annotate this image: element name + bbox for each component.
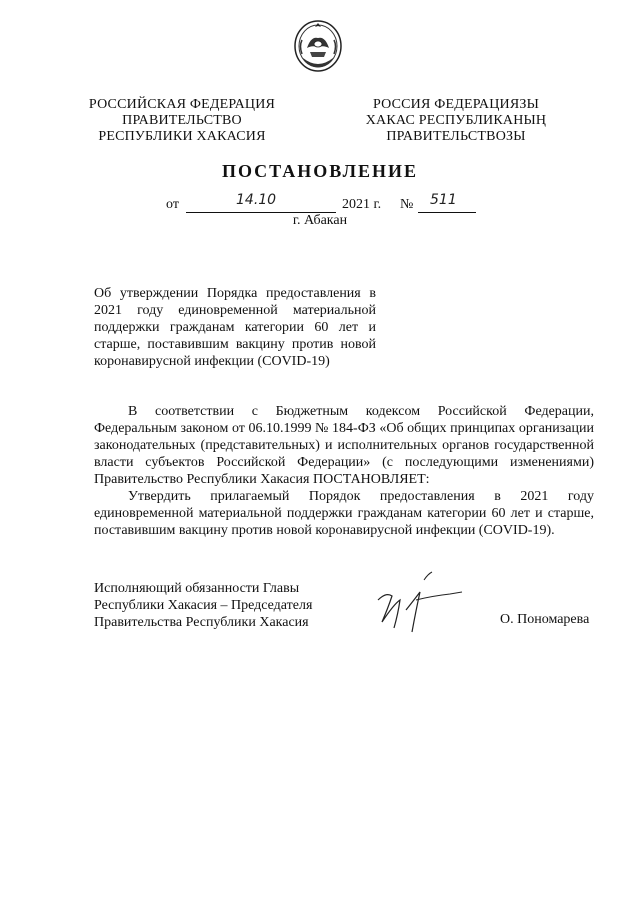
handwritten-number: 511 (430, 192, 457, 208)
subject-line: 2021 году единовременной материальной (94, 303, 376, 318)
handwritten-date: 14.10 (236, 192, 277, 208)
signatory-name: О. Пономарева (500, 612, 590, 627)
header-right-block (356, 97, 556, 145)
subject-line: Об утверждении Порядка предоставления в (94, 286, 376, 301)
body-line: власти субъектов Российской Федерации» (с последующими изменениями) (94, 455, 594, 470)
body-line: поставившим вакцину против новой коронавирусной инфекции (COVID-19). (94, 523, 555, 538)
body-line: единовременной материальной поддержки гражданам категории 60 лет и старше, (94, 506, 594, 521)
document-title: ПОСТАНОВЛЕНИЕ (221, 161, 419, 181)
header-right-line-2: ХАКАС РЕСПУБЛИКАНЫҢ (365, 113, 547, 128)
republic-emblem-icon (293, 18, 343, 76)
header-left-line-1: РОССИЙСКАЯ ФЕДЕРАЦИЯ (88, 97, 276, 112)
header-left-line-3: РЕСПУБЛИКИ ХАКАСИЯ (98, 129, 266, 144)
subject-line: коронавирусной инфекции (COVID-19) (94, 354, 330, 369)
date-prefix: от (166, 197, 179, 212)
signatory-line: Исполняющий обязанности Главы (94, 581, 300, 596)
header-left-line-2: ПРАВИТЕЛЬСТВО (122, 113, 242, 128)
header-right-line-1: РОССИЯ ФЕДЕРАЦИЯЗЫ (372, 97, 540, 112)
signatory-position (94, 580, 312, 631)
body-line: законодательных (представительных) и исполнительных органов государственной (94, 438, 594, 453)
number-sign: № (400, 197, 414, 212)
handwritten-signature (372, 570, 468, 636)
subject-line: поддержки гражданам категории 60 лет и (94, 320, 376, 335)
signatory-line: Республики Хакасия – Председателя (94, 598, 313, 613)
header-left-block (82, 97, 282, 145)
header-right-line-3: ПРАВИТЕЛЬСТВОЗЫ (386, 129, 526, 144)
document-body (94, 403, 594, 539)
city-line: г. Абакан (292, 213, 348, 228)
document-subject (94, 285, 376, 370)
date-year: 2021 г. (342, 197, 382, 212)
body-line: Утвердить прилагаемый Порядок предоставления в 2021 году (128, 489, 594, 504)
signatory-line: Правительства Республики Хакасия (94, 615, 309, 630)
body-line: Правительство Республики Хакасия ПОСТАНОВЛЯЕТ: (94, 472, 430, 487)
subject-line: старше, поставившим вакцину против новой (94, 337, 376, 352)
body-line: В соответствии с Бюджетным кодексом Российской Федерации, (128, 404, 594, 419)
body-line: Федеральным законом от 06.10.1999 № 184-ФЗ «Об общих принципах организации (94, 421, 594, 436)
